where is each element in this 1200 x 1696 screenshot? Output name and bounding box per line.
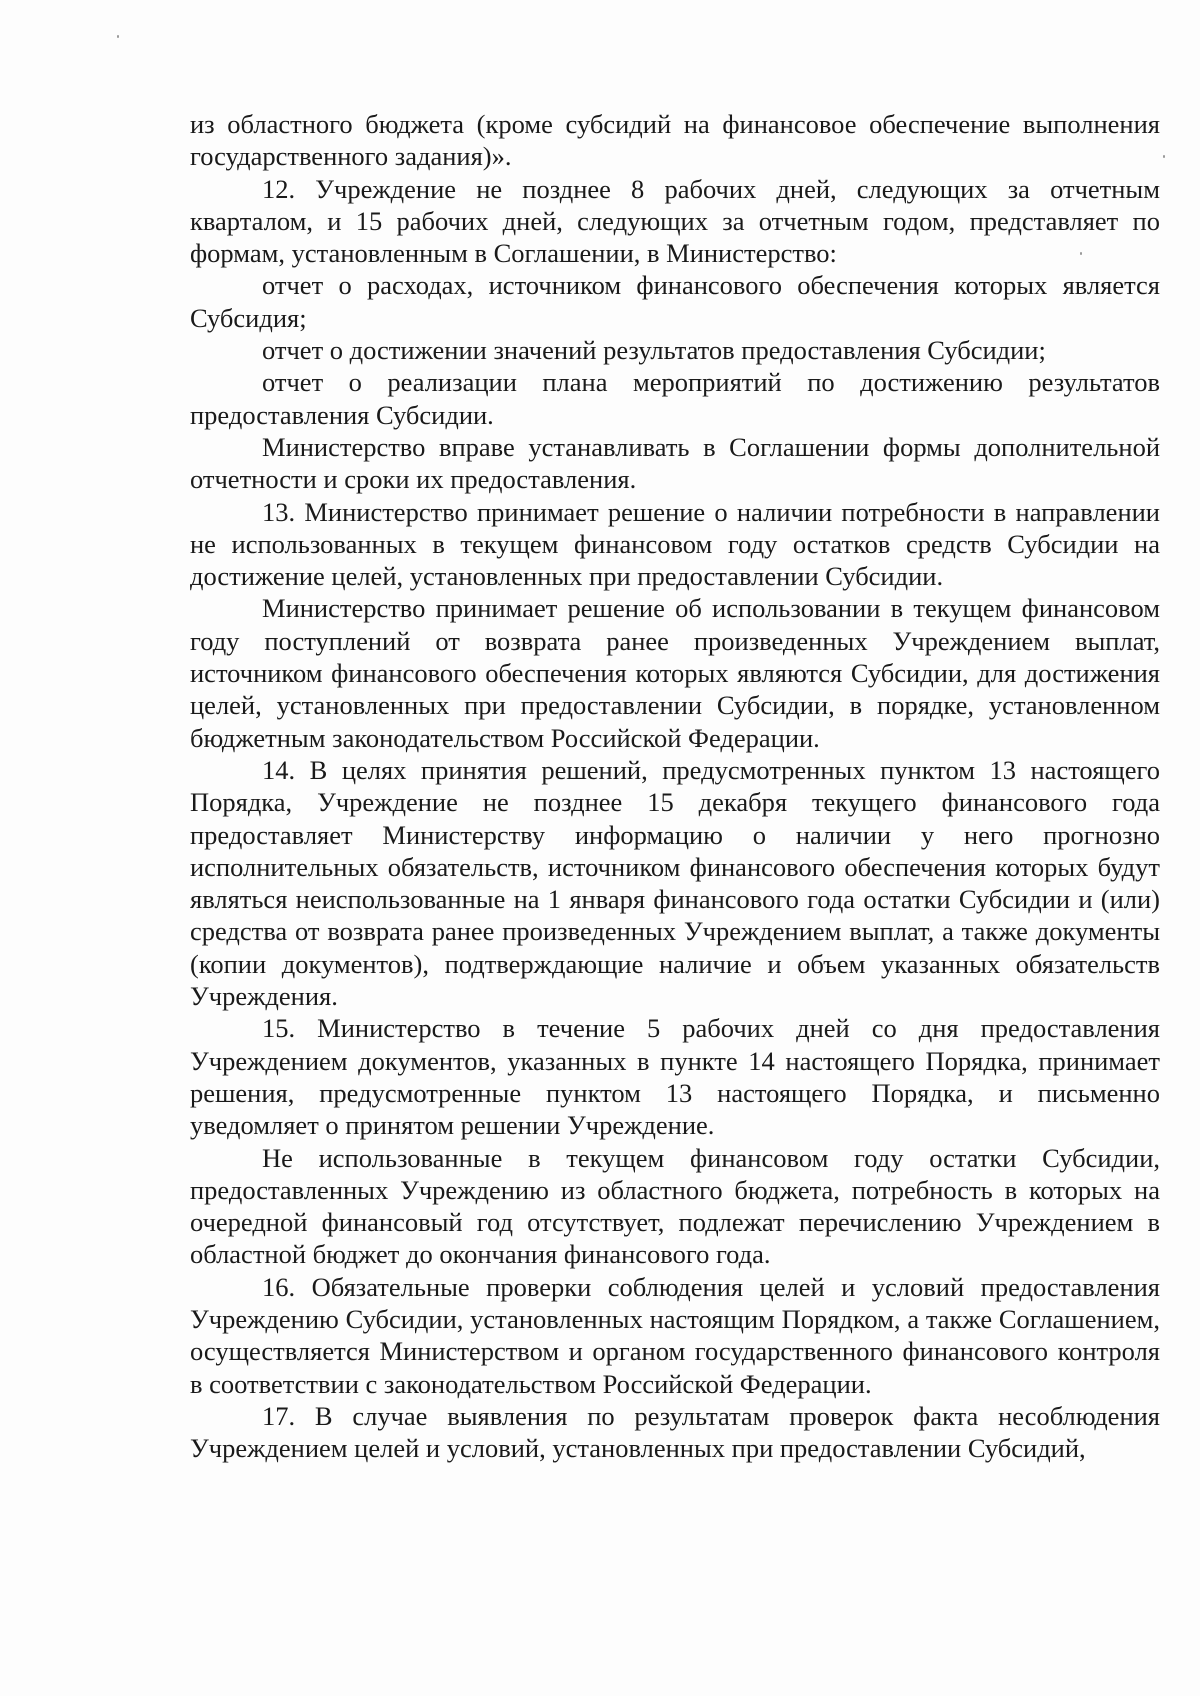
document-body — [190, 108, 1160, 1464]
paragraph-report-expenses: отчет о расходах, источником финансового обеспечения которых является Субсидия; — [190, 270, 1160, 333]
paragraph-report-plan: отчет о реализации плана мероприятий по достижению результатов предоставления Субсидии. — [190, 367, 1160, 430]
paragraph-item-17: 17. В случае выявления по результатам проверок факта несоблюдения Учреждением целей и условий, установленных при предоставлении Субсидий, — [190, 1400, 1160, 1464]
paragraph-item-12: 12. Учреждение не позднее 8 рабочих дней, следующих за отчетным кварталом, и 15 рабочих дней, следующих за отчетным годом, представляет по формам, установленным в Соглашении, в Министерство: — [190, 173, 1160, 269]
paragraph-continuation: из областного бюджета (кроме субсидий на финансовое обеспечение выполнения государственного задания)». — [190, 109, 1160, 172]
paragraph-item-15: 15. Министерство в течение 5 рабочих дней со дня предоставления Учреждением документов, указанных в пункте 14 настоящего Порядка, принимает решения, предусмотренные пунктом 13 настоящего Порядка, и письменно уведомляет о принятом решении Учреждение. — [190, 1013, 1160, 1141]
paragraph-item-14: 14. В целях принятия решений, предусмотренных пунктом 13 настоящего Порядка, Учреждение не позднее 15 декабря текущего финансового года предоставляет Министерству информацию о наличии у него прогнозно исполнительных обязательств, источником финансового обеспечения которых будут являться неиспользованные на 1 января финансового года остатки Субсидии и (или) средства от возврата ранее произведенных Учреждением выплат, а также документы (копии документов), подтверждающие наличие и объем указанных обязательств Учреждения. — [190, 754, 1160, 1012]
scan-speck — [1163, 155, 1165, 158]
paragraph-item-15-remainders: Не использованные в текущем финансовом году остатки Субсидии, предоставленных Учреждению из областного бюджета, потребность в которых на очередной финансовый год отсутствует, подлежат перечислению Учреждением в областной бюджет до окончания финансового года. — [190, 1142, 1160, 1270]
paragraph-item-13: 13. Министерство принимает решение о наличии потребности в направлении не использованных в текущем финансовом году остатков средств Субсидии на достижение целей, установленных при предоставлении Субсидии. — [190, 496, 1160, 592]
paragraph-report-results: отчет о достижении значений результатов предоставления Субсидии; — [262, 335, 1046, 366]
paragraph-item-16: 16. Обязательные проверки соблюдения целей и условий предоставления Учреждению Субсидии, установленных настоящим Порядком, а также Соглашением, осуществляется Министерством и органом государственного финансового контроля в соответствии с законодательством Российской Федерации. — [190, 1271, 1160, 1399]
paragraph-item-13-usage: Министерство принимает решение об использовании в текущем финансовом году поступлений от возврата ранее произведенных Учреждением выплат, источником финансового обеспечения которых являются Субсидии, для достижения целей, установленных при предоставлении Субсидии, в порядке, установленном бюджетным законодательством Российской Федерации. — [190, 593, 1160, 753]
scan-speck — [117, 35, 119, 38]
paragraph-additional-reporting: Министерство вправе устанавливать в Соглашении формы дополнительной отчетности и сроки их предоставления. — [190, 431, 1160, 495]
